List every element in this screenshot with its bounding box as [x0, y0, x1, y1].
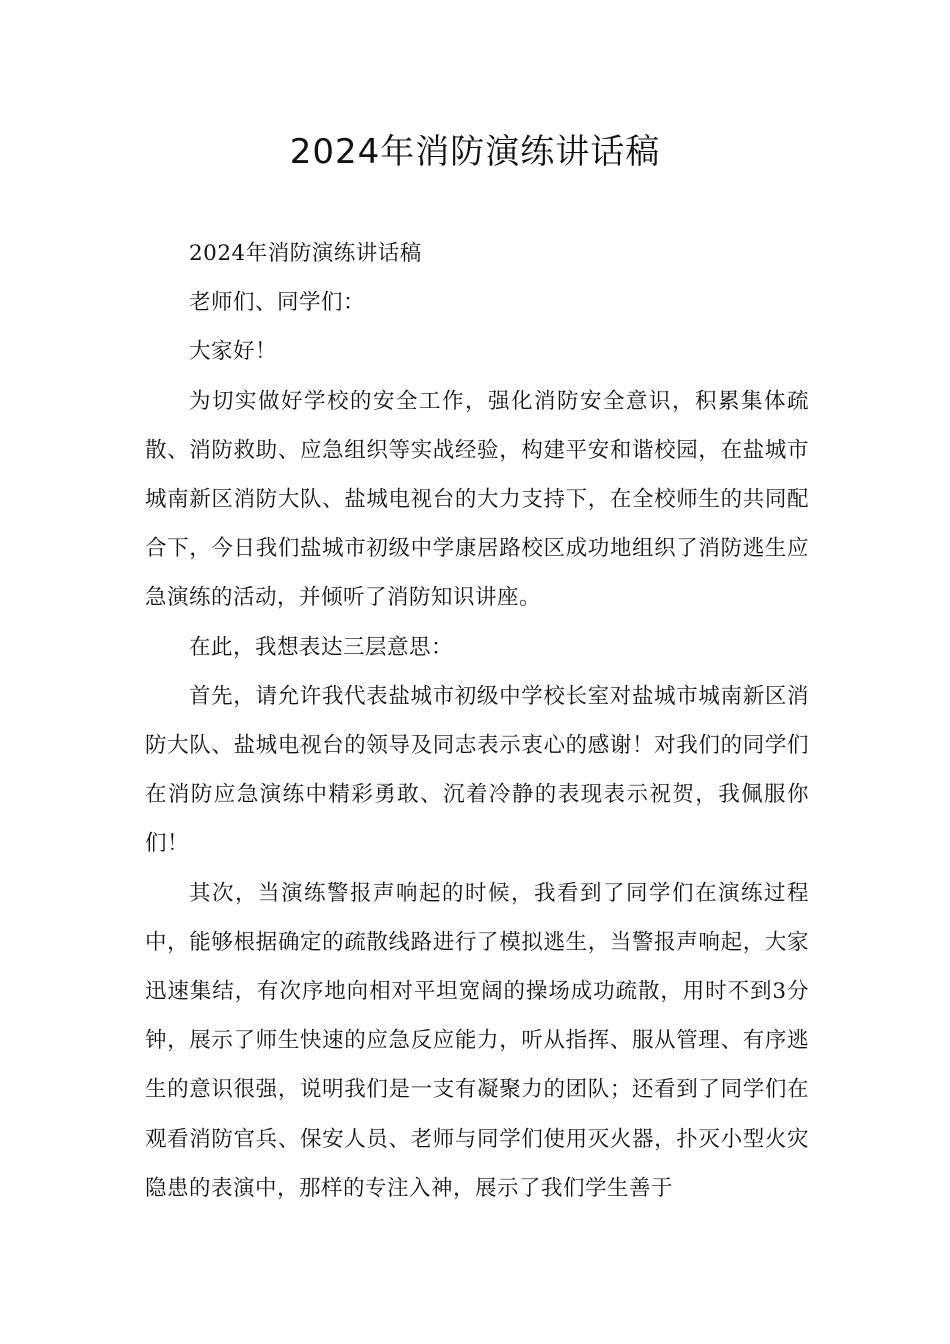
- document-title: 2024年消防演练讲话稿: [289, 132, 661, 172]
- paragraph-salutation: 老师们、同学们：: [189, 290, 366, 316]
- paragraph-greeting: 大家好！: [189, 339, 278, 365]
- paragraph-second: 其次，当演练警报声响起的时候，我看到了同学们在演练过程中，能够根据确定的疏散线路进行了模拟逃生，当警报声响起，大家迅速集结，有次序地向相对平坦宽阔的操场成功疏散，用时不到3分钟，展示了师生快速的应急反应能力，听从指挥、服从管理、有序逃生的意识很强，说明我们是一支有凝聚力的团队；还看到了同学们在观看消防官兵、保安人员、老师与同学们使用灭火器，扑灭小型火灾隐患的表演中，那样的专注入神，展示了我们学生善于: [145, 880, 809, 1201]
- document-body: [145, 229, 809, 1213]
- paragraph-three-points: 在此，我想表达三层意思：: [189, 634, 454, 660]
- paragraph-subtitle: 2024年消防演练讲话稿: [189, 241, 422, 266]
- paragraph-intro: 为切实做好学校的安全工作，强化消防安全意识，积累集体疏散、消防救助、应急组织等实战经验，构建平安和谐校园，在盐城市城南新区消防大队、盐城电视台的大力支持下，在全校师生的共同配合下，今日我们盐城市初级中学康居路校区成功地组织了消防逃生应急演练的活动，并倾听了消防知识讲座。: [145, 388, 809, 611]
- paragraph-first: 首先，请允许我代表盐城市初级中学校长室对盐城市城南新区消防大队、盐城电视台的领导及同志表示衷心的感谢！对我们的同学们在消防应急演练中精彩勇敢、沉着冷静的表现表示祝贺，我佩服你们！: [145, 683, 809, 857]
